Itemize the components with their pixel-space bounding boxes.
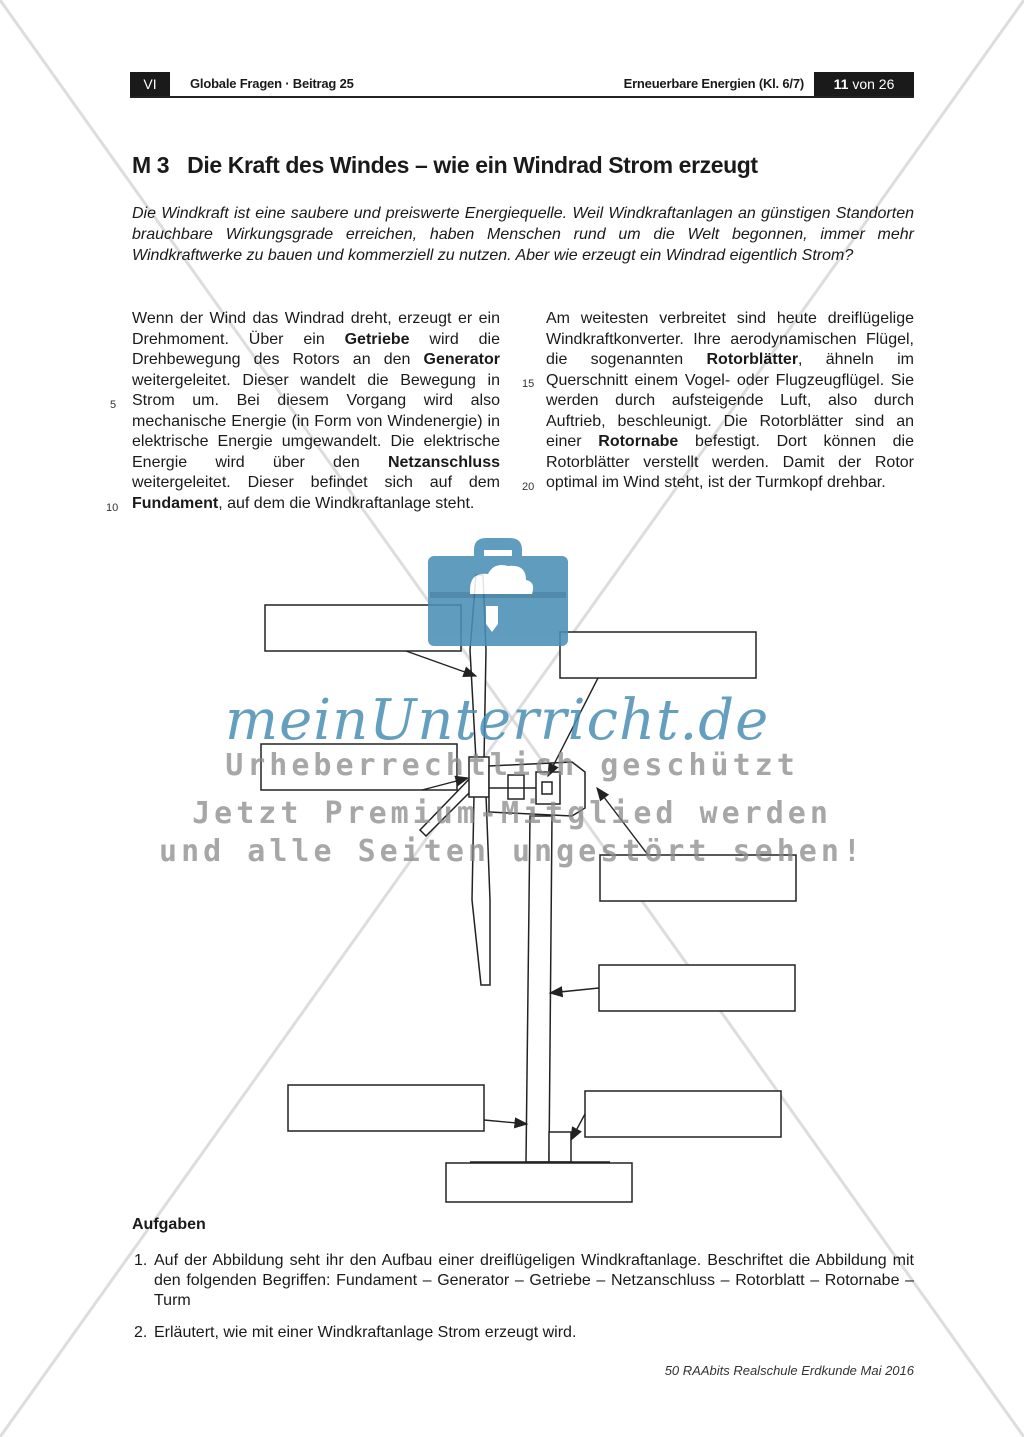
page-total: 26 xyxy=(878,76,895,92)
text-segment: wird die Drehbewegung des Rotors an den xyxy=(132,330,500,368)
text-segment: Am weitesten verbreitet sind heute dreiflügelige Windkraftkonverter. Ihre aerodynamischen Flügel, die sogenannten xyxy=(546,310,914,368)
task-text: Auf der Abbildung seht ihr den Aufbau einer dreiflügeligen Windkraftanlage. Beschriftet die Abbildung mit den folgenden Begriffen: Fundament – Generator – Getriebe – Netzanschluss – Rotorblatt – Rotornabe – Turm xyxy=(154,1252,914,1309)
grid-connection xyxy=(549,1132,571,1162)
title-text: Die Kraft des Windes – wie ein Windrad Strom erzeugt xyxy=(187,152,758,178)
term-generator: Generator xyxy=(423,351,500,368)
text-segment: weitergeleitet. Dieser wandelt die Bewegung in Strom um. Bei diesem Vorgang wird also mechanische Energie (in Form von Windenergie) in elektrische Energie umgewandelt. Die elektrische Energie wird über den xyxy=(132,371,500,471)
text-segment: befestigt. Dort können die Rotorblätter verstellt werden. Damit der Rotor optimal im Wind steht, ist der Turmkopf drehbar. xyxy=(546,433,914,491)
line-number: 10 xyxy=(106,502,119,514)
term-netzanschluss: Netzanschluss xyxy=(387,453,500,471)
line-number: 20 xyxy=(522,481,535,493)
term-rotornabe: Rotornabe xyxy=(598,433,679,450)
label-box-netzanschluss xyxy=(585,1091,781,1137)
task-text: Erläutert, wie mit einer Windkraftanlage Strom erzeugt wird. xyxy=(154,1324,577,1341)
watermark-unlock: und alle Seiten ungestört sehen! xyxy=(159,834,865,869)
task-number: 2. xyxy=(134,1324,148,1341)
text-segment: Wenn der Wind das Windrad dreht, erzeugt er ein Drehmoment. Über ein xyxy=(132,310,500,348)
label-box-bottom xyxy=(446,1163,632,1202)
watermark-copyright: Urheberrechtlich geschützt xyxy=(225,748,799,783)
page-sep: von xyxy=(852,76,875,92)
intro-paragraph: Die Windkraft ist eine saubere und preiswerte Energiequelle. Weil Windkraftanlagen an günstigen Standorten brauchbare Wirkungsgrade erreichen, haben Menschen rund um die Welt begonnen, immer mehr Windkraftwerke zu bauen und kommerziell zu nutzen. Aber wie erzeugt ein Windrad eigentlich Strom? xyxy=(132,205,914,264)
text-segment: weitergeleitet. Dieser befindet sich auf dem xyxy=(132,474,500,491)
topic-label: Erneuerbare Energien (Kl. 6/7) xyxy=(623,76,804,91)
label-box-turm xyxy=(599,965,795,1011)
briefcase-watermark-icon xyxy=(428,538,568,646)
label-box-generator xyxy=(560,632,756,678)
line-number: 5 xyxy=(110,399,117,411)
task-item xyxy=(132,1251,914,1311)
page-current: 11 xyxy=(833,76,849,92)
term-rotorblaetter: Rotorblätter xyxy=(706,351,799,368)
series-label: Globale Fragen · Beitrag 25 xyxy=(190,76,354,91)
material-code: M 3 xyxy=(132,152,170,178)
task-item xyxy=(132,1323,914,1343)
page-footer: 50 RAAbits Realschule Erdkunde Mai 2016 xyxy=(664,1363,914,1378)
term-fundament: Fundament xyxy=(132,494,219,512)
section-badge: VI xyxy=(130,72,170,96)
watermark-premium: Jetzt Premium-Mitglied werden xyxy=(192,796,832,831)
brand-watermark: meinUnterricht.de xyxy=(225,688,770,753)
label-box-fundament xyxy=(288,1085,484,1131)
text-segment: , ähneln im Querschnitt einem Vogel- oder Flugzeugflügel. Sie werden durch aufsteigende Luft, also durch Auftrieb, beschleunigt. Die Rotorblätter sind an einer xyxy=(546,351,915,450)
tasks-heading: Aufgaben xyxy=(132,1216,206,1233)
line-number: 15 xyxy=(522,378,535,390)
task-number: 1. xyxy=(134,1252,148,1269)
term-getriebe: Getriebe xyxy=(344,330,410,348)
text-segment: , auf dem die Windkraftanlage steht. xyxy=(218,494,475,512)
